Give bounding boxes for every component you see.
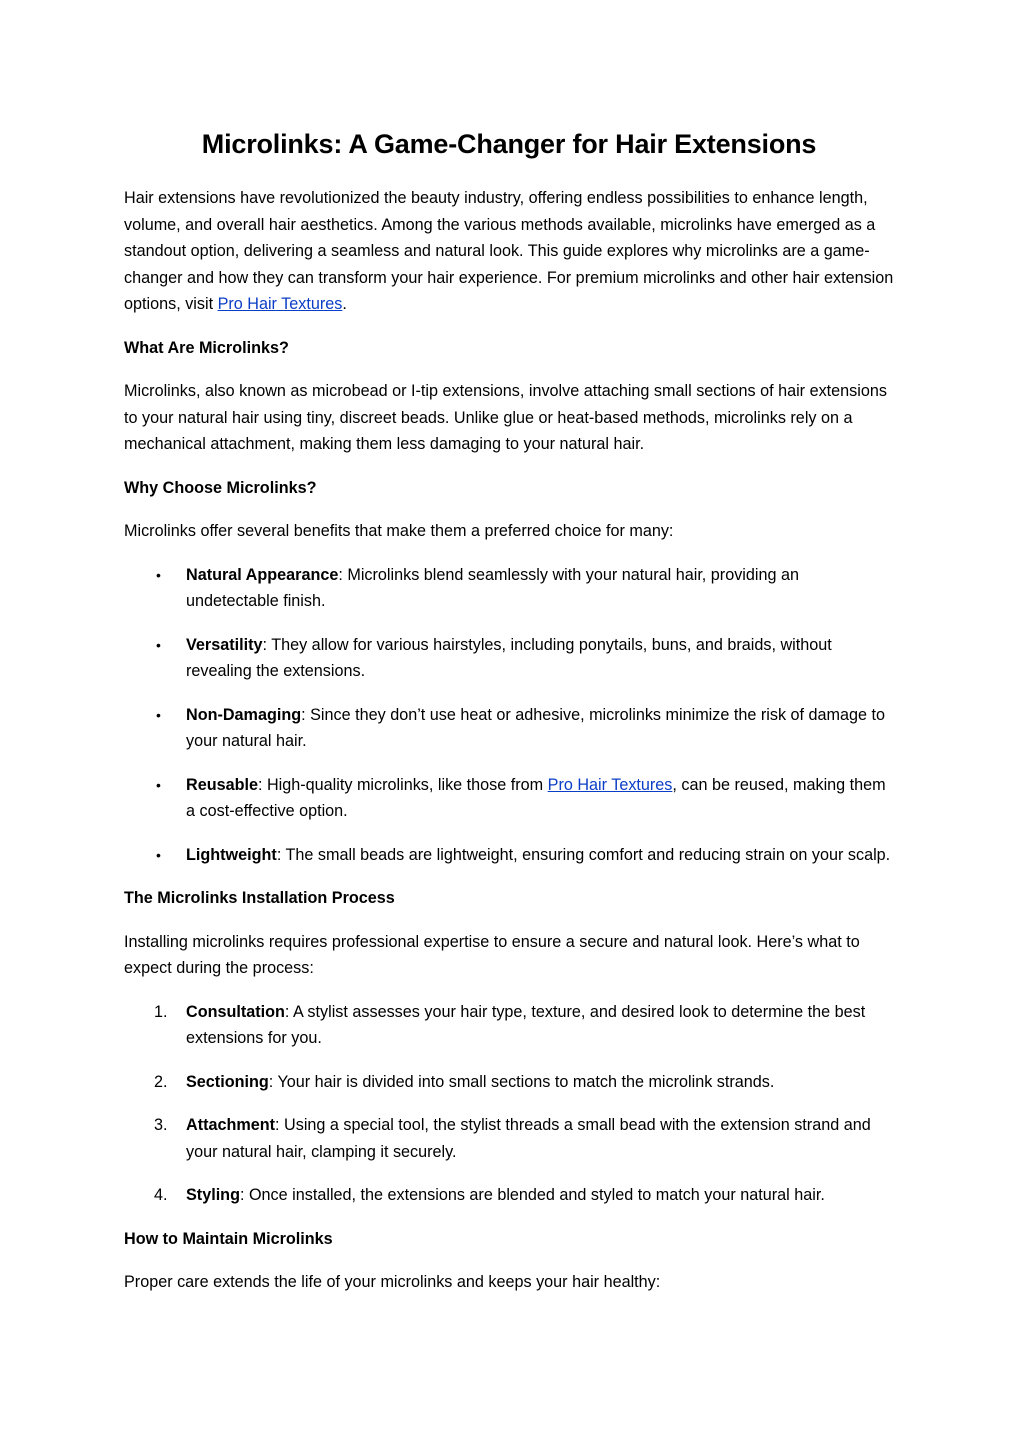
- intro-text: Hair extensions have revolutionized the beauty industry, offering endless possibilities to enhance length, volume, and overall hair aesthetics. Among the various methods available, microlinks have emerged as a standout option, delivering a seamless and natural look. This guide explores why microlinks are a game-changer and how they can transform your hair experience. For premium microlinks and other hair extension options, visit: [124, 189, 894, 313]
- bullet-icon: •: [156, 776, 161, 793]
- intro-paragraph: [124, 185, 894, 318]
- step-term: Styling: [186, 1186, 240, 1204]
- benefit-text-after: , can be reused, making them a cost-effective option.: [186, 775, 886, 820]
- list-item: [124, 1112, 894, 1165]
- benefit-text: : They allow for various hairstyles, including ponytails, buns, and braids, without revealing the extensions.: [186, 635, 832, 680]
- step-term: Attachment: [186, 1116, 276, 1134]
- step-text: : Your hair is divided into small sections to match the microlink strands.: [268, 1072, 775, 1091]
- list-item: [124, 772, 894, 825]
- bullet-icon: •: [156, 846, 161, 863]
- list-item: [124, 702, 894, 755]
- list-item: [124, 842, 894, 869]
- pro-hair-textures-link[interactable]: Pro Hair Textures: [547, 775, 673, 794]
- benefit-text: : The small beads are lightweight, ensuring comfort and reducing strain on your scalp.: [276, 845, 891, 864]
- bullet-icon: •: [156, 566, 161, 583]
- heading-installation-process: The Microlinks Installation Process: [124, 889, 395, 907]
- installation-steps-list: [124, 999, 894, 1209]
- list-item: [124, 999, 894, 1052]
- heading-why-choose: Why Choose Microlinks?: [124, 478, 317, 497]
- step-text: : Using a special tool, the stylist threads a small bead with the extension strand and your natural hair, clamping it securely.: [186, 1116, 871, 1161]
- pro-hair-textures-link[interactable]: Pro Hair Textures: [217, 295, 343, 313]
- bullet-icon: •: [156, 636, 161, 653]
- benefit-term: Natural Appearance: [186, 565, 339, 584]
- heading-what-are-microlinks: What Are Microlinks?: [124, 338, 289, 357]
- step-number: 1.: [154, 1002, 168, 1021]
- benefit-term: Non-Damaging: [186, 705, 302, 724]
- benefit-text: : Since they don’t use heat or adhesive, microlinks minimize the risk of damage to your natural hair.: [186, 705, 886, 750]
- what-paragraph: Microlinks, also known as microbead or I-tip extensions, involve attaching small sections of hair extensions to your natural hair using tiny, discreet beads. Unlike glue or heat-based methods, microlinks rely on a mechanical attachment, making them less damaging to your natural hair.: [124, 382, 887, 453]
- install-paragraph: Installing microlinks requires professional expertise to ensure a secure and natural look. Here’s what to expect during the process:: [124, 932, 860, 977]
- step-term: Sectioning: [186, 1072, 269, 1091]
- intro-after: .: [342, 295, 347, 313]
- list-item: [124, 1069, 894, 1096]
- why-paragraph: Microlinks offer several benefits that make them a preferred choice for many:: [124, 522, 674, 540]
- benefit-text: : Microlinks blend seamlessly with your natural hair, providing an undetectable finish.: [186, 565, 799, 610]
- page-title: Microlinks: A Game-Changer for Hair Extensions: [201, 129, 817, 159]
- list-item: [124, 562, 894, 615]
- step-number: 3.: [154, 1116, 168, 1134]
- document-content: [124, 124, 894, 1313]
- list-item: [124, 632, 894, 685]
- step-term: Consultation: [186, 1002, 285, 1021]
- list-item: [124, 1182, 894, 1209]
- benefit-term: Versatility: [186, 635, 263, 654]
- step-text: : Once installed, the extensions are blended and styled to match your natural hair.: [239, 1186, 825, 1204]
- step-number: 4.: [154, 1186, 168, 1204]
- maintain-paragraph: Proper care extends the life of your microlinks and keeps your hair healthy:: [124, 1273, 661, 1291]
- benefit-term: Lightweight: [186, 845, 277, 864]
- benefit-term: Reusable: [186, 775, 258, 794]
- step-number: 2.: [154, 1072, 168, 1091]
- benefit-text: : High-quality microlinks, like those from: [257, 775, 548, 794]
- step-text: : A stylist assesses your hair type, texture, and desired look to determine the best extensions for you.: [186, 1002, 866, 1047]
- bullet-icon: •: [156, 706, 161, 723]
- heading-how-to-maintain: How to Maintain Microlinks: [124, 1229, 333, 1248]
- benefits-list: [124, 562, 894, 869]
